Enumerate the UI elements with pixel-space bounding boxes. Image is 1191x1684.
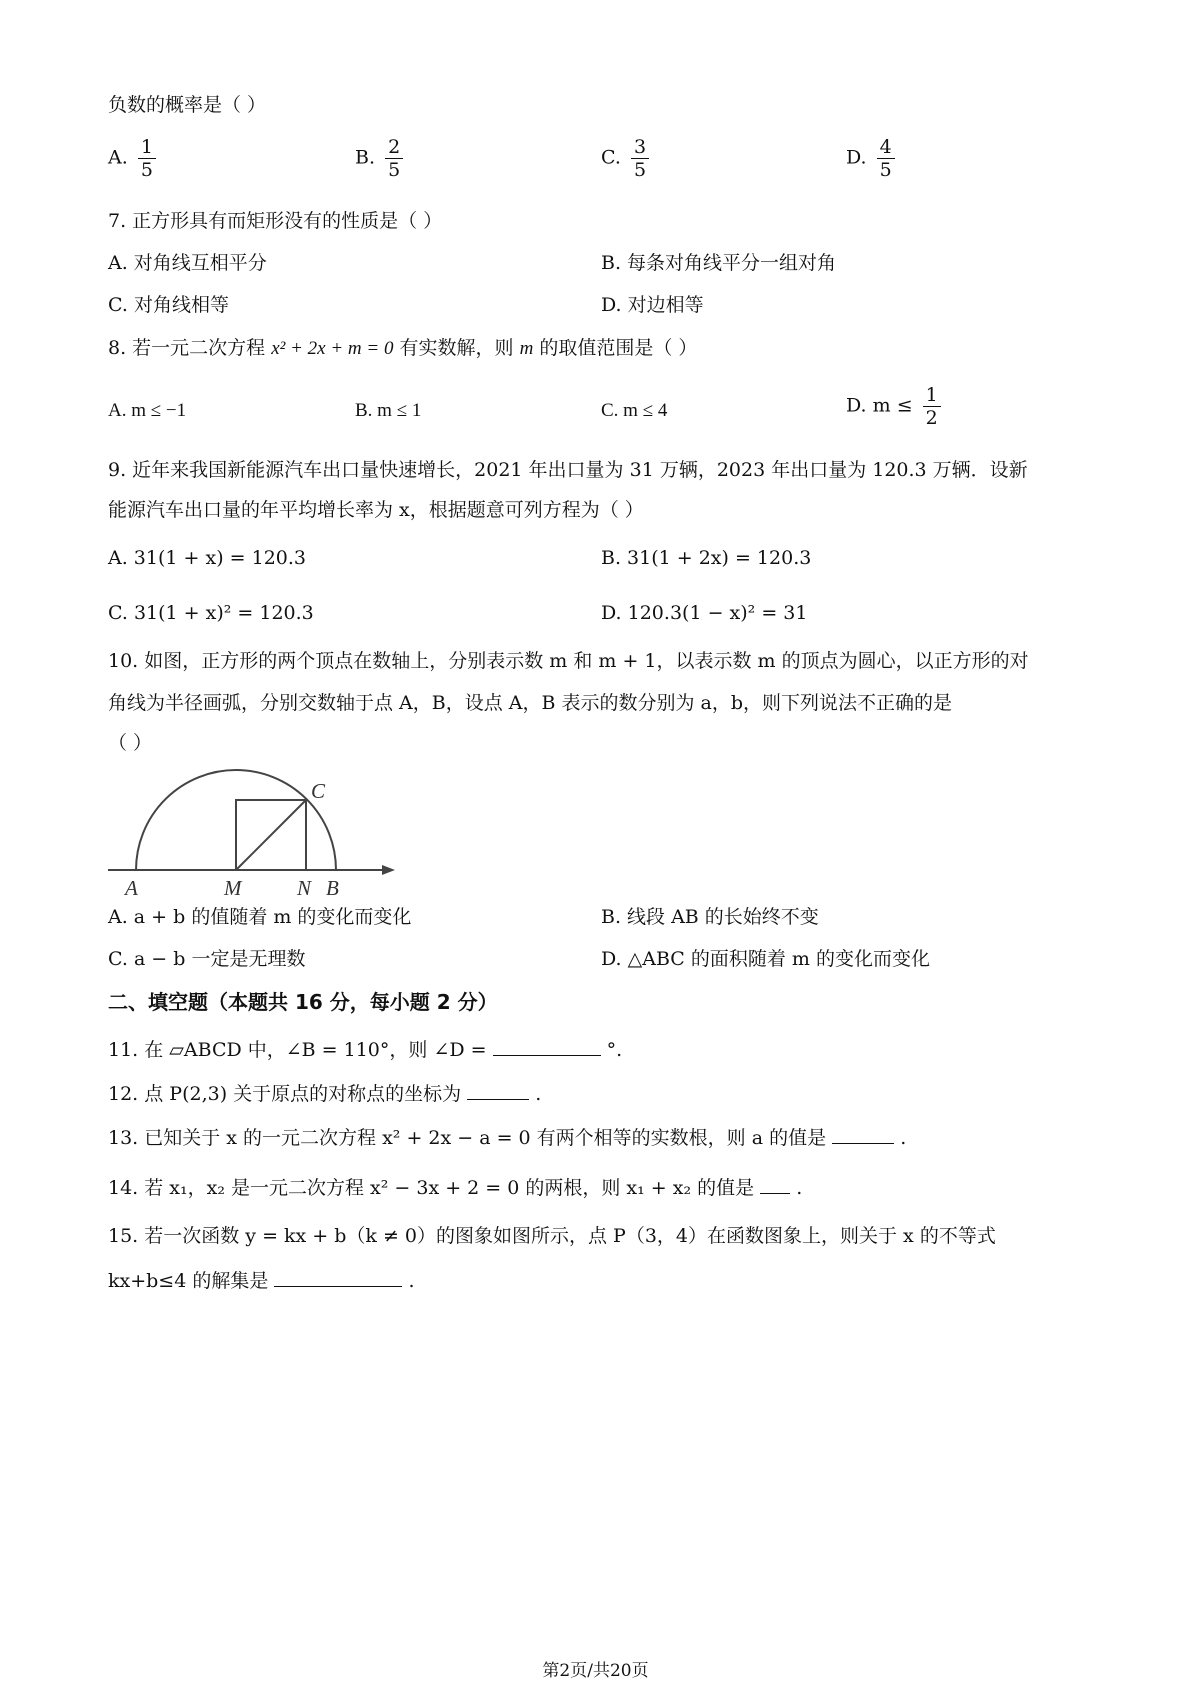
q6-option-a-label: A.: [108, 146, 128, 169]
q14-text: 14. 若 x₁，x₂ 是一元二次方程 x² − 3x + 2 = 0 的两根，则 x₁ + x₂ 的值是: [108, 1177, 755, 1199]
q10-option-b: B. 线段 AB 的长始终不变: [601, 906, 819, 928]
q10-diagonal: [236, 800, 306, 870]
q8-option-a: A. m ≤ −1: [108, 400, 187, 421]
q13-post: .: [900, 1127, 907, 1149]
q11: [108, 1037, 622, 1063]
q10-label-b: B: [326, 876, 339, 900]
q11-post: °.: [606, 1039, 623, 1061]
q9-option-a: A. 31(1 + x) = 120.3: [108, 547, 306, 569]
q8-equation: x² + 2x + m = 0: [271, 338, 394, 359]
q12-text: 12. 点 P(2,3) 关于原点的对称点的坐标为: [108, 1083, 462, 1105]
q6-option-d-fraction: $\frac{4}{5}$: [877, 136, 895, 181]
q13: [108, 1125, 906, 1151]
q8-option-d-fraction: $\frac{1}{2}$: [923, 384, 941, 429]
q6-option-a: [108, 136, 156, 181]
q6-option-b-fraction: $\frac{2}{5}$: [385, 136, 403, 181]
q8-stem-mid: 有实数解，则: [399, 337, 514, 359]
q10-label-n: N: [297, 876, 312, 900]
q10-option-c: C. a − b 一定是无理数: [108, 948, 306, 970]
q6-option-c: [601, 136, 649, 181]
q8-stem-post: 的取值范围是（ ）: [539, 337, 698, 359]
q8-option-c: C. m ≤ 4: [601, 400, 668, 421]
q12: [108, 1081, 541, 1107]
q14-post: .: [796, 1177, 803, 1199]
q8-stem: [108, 335, 697, 362]
q10-label-m: M: [224, 876, 242, 900]
page-footer: 第2页/共20页: [542, 1661, 649, 1681]
q10-option-a: A. a + b 的值随着 m 的变化而变化: [108, 906, 412, 928]
q9-option-b: B. 31(1 + 2x) = 120.3: [601, 547, 812, 569]
q14-answer-blank[interactable]: [760, 1175, 790, 1194]
q6-stem-tail: 负数的概率是（ ）: [108, 94, 267, 116]
q8-variable: m: [519, 338, 534, 359]
q11-text: 11. 在 ▱ABCD 中，∠B = 110°，则 ∠D =: [108, 1039, 487, 1061]
section-title-fill-in: 二、填空题（本题共 16 分，每小题 2 分）: [108, 990, 498, 1014]
q10-figure: [100, 760, 400, 900]
q6-option-b: [355, 136, 403, 181]
q7-option-d: D. 对边相等: [601, 294, 704, 316]
q9-stem-line1: 9. 近年来我国新能源汽车出口量快速增长，2021 年出口量为 31 万辆，2023 年出口量为 120.3 万辆．设新: [108, 459, 1028, 481]
q12-post: .: [535, 1083, 542, 1105]
q10-option-d: D. △ABC 的面积随着 m 的变化而变化: [601, 948, 930, 970]
q6-option-c-label: C.: [601, 146, 621, 169]
q10-label-a: A: [125, 876, 138, 900]
q10-stem-line3: （ ）: [108, 732, 153, 754]
q13-text: 13. 已知关于 x 的一元二次方程 x² + 2x − a = 0 有两个相等的实数根，则 a 的值是: [108, 1127, 827, 1149]
q6-option-d: [846, 136, 895, 181]
q11-answer-blank[interactable]: [493, 1037, 601, 1056]
q10-stem-line2: 角线为半径画弧，分别交数轴于点 A，B，设点 A，B 表示的数分别为 a，b，则下列说法不正确的是: [108, 692, 953, 714]
q9-option-c: C. 31(1 + x)² = 120.3: [108, 602, 314, 624]
q10-stem-line1: 10. 如图，正方形的两个顶点在数轴上，分别表示数 m 和 m + 1，以表示数 m 的顶点为圆心，以正方形的对: [108, 650, 1029, 672]
q14: [108, 1175, 802, 1201]
q6-option-b-label: B.: [355, 146, 376, 169]
q7-option-b: B. 每条对角线平分一组对角: [601, 252, 837, 274]
q6-option-c-fraction: $\frac{3}{5}$: [631, 136, 649, 181]
q9-option-d: D. 120.3(1 − x)² = 31: [601, 602, 808, 624]
q8-option-d-label: D. m ≤: [846, 394, 913, 417]
q8-stem-pre: 8. 若一元二次方程: [108, 337, 266, 359]
q7-option-a: A. 对角线互相平分: [108, 252, 267, 274]
q15-text: kx+b≤4 的解集是: [108, 1270, 269, 1292]
q15-line1: 15. 若一次函数 y = kx + b（k ≠ 0）的图象如图所示，点 P（3，4）在函数图象上，则关于 x 的不等式: [108, 1225, 996, 1247]
q12-answer-blank[interactable]: [467, 1081, 529, 1100]
q10-label-c: C: [311, 779, 326, 803]
q15-post: .: [408, 1270, 415, 1292]
q7-stem: 7. 正方形具有而矩形没有的性质是（ ）: [108, 210, 443, 232]
q8-option-d: [846, 384, 941, 429]
q15-answer-blank[interactable]: [274, 1268, 402, 1287]
q13-answer-blank[interactable]: [832, 1125, 894, 1144]
q15-line2: [108, 1268, 415, 1294]
q9-stem-line2: 能源汽车出口量的年平均增长率为 x，根据题意可列方程为（ ）: [108, 499, 644, 521]
q10-axis-arrow: [382, 865, 395, 875]
q6-option-a-fraction: $\frac{1}{5}$: [138, 136, 156, 181]
q7-option-c: C. 对角线相等: [108, 294, 229, 316]
q8-option-b: B. m ≤ 1: [355, 400, 422, 421]
q6-option-d-label: D.: [846, 146, 867, 169]
